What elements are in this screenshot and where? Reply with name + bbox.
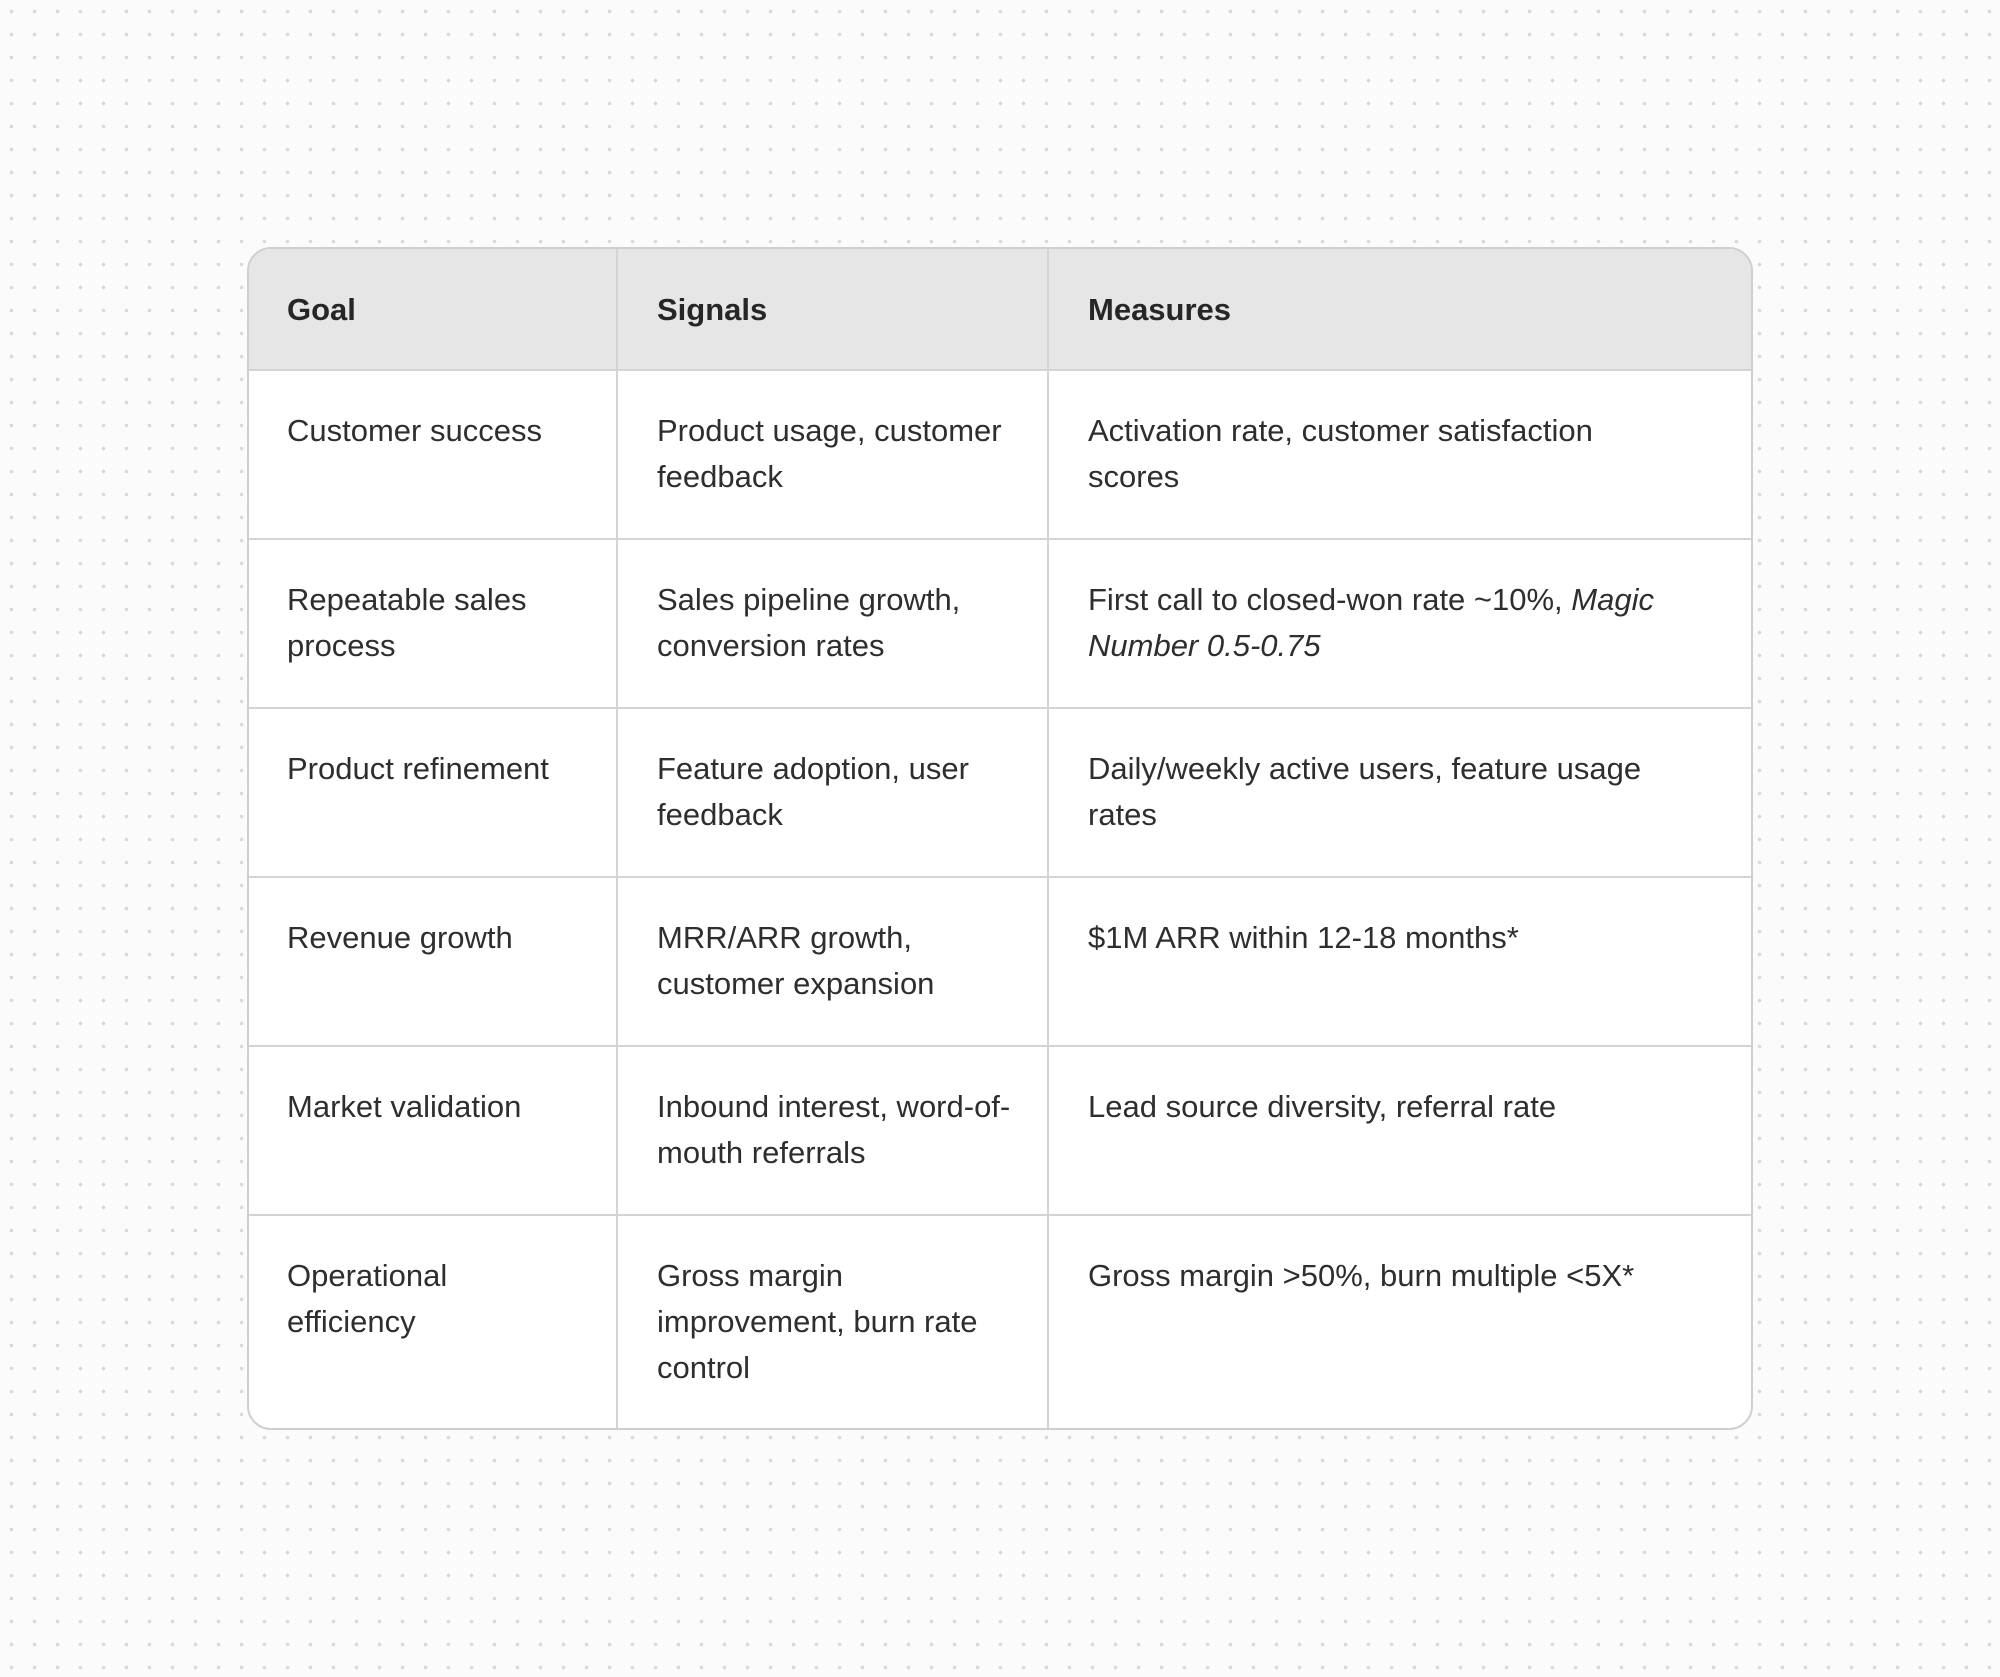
measures-text: $1M ARR within 12-18 months* bbox=[1088, 920, 1519, 955]
measures-text: Gross margin >50%, burn multiple <5X* bbox=[1088, 1258, 1635, 1293]
table-row bbox=[249, 708, 1751, 877]
header-signals: Signals bbox=[617, 249, 1048, 370]
cell-measures bbox=[1048, 370, 1751, 539]
cell-measures bbox=[1048, 877, 1751, 1046]
measures-italic-text: Magic Number 0.5-0.75 bbox=[1088, 582, 1654, 663]
cell-goal: Product refinement bbox=[249, 708, 617, 877]
header-measures: Measures bbox=[1048, 249, 1751, 370]
cell-measures bbox=[1048, 539, 1751, 708]
cell-goal: Operational efficiency bbox=[249, 1215, 617, 1429]
cell-measures bbox=[1048, 1215, 1751, 1429]
header-goal: Goal bbox=[249, 249, 617, 370]
cell-goal: Market validation bbox=[249, 1046, 617, 1215]
measures-text: First call to closed-won rate ~10%, bbox=[1088, 582, 1572, 617]
cell-signals: Sales pipeline growth, conversion rates bbox=[617, 539, 1048, 708]
goals-table-card bbox=[247, 247, 1753, 1430]
measures-text: Lead source diversity, referral rate bbox=[1088, 1089, 1557, 1124]
cell-goal: Revenue growth bbox=[249, 877, 617, 1046]
cell-signals: MRR/ARR growth, customer expansion bbox=[617, 877, 1048, 1046]
table-row bbox=[249, 1215, 1751, 1429]
cell-signals: Inbound interest, word-of-mouth referrals bbox=[617, 1046, 1048, 1215]
cell-signals: Gross margin improvement, burn rate control bbox=[617, 1215, 1048, 1429]
table-row bbox=[249, 370, 1751, 539]
measures-text: Activation rate, customer satisfaction scores bbox=[1088, 413, 1593, 494]
cell-measures bbox=[1048, 708, 1751, 877]
table-row bbox=[249, 877, 1751, 1046]
goals-table bbox=[249, 249, 1751, 1429]
cell-goal: Customer success bbox=[249, 370, 617, 539]
table-row bbox=[249, 539, 1751, 708]
cell-measures bbox=[1048, 1046, 1751, 1215]
measures-text: Daily/weekly active users, feature usage rates bbox=[1088, 751, 1642, 832]
cell-signals: Product usage, customer feedback bbox=[617, 370, 1048, 539]
table-header-row bbox=[249, 249, 1751, 370]
cell-goal: Repeatable sales process bbox=[249, 539, 617, 708]
cell-signals: Feature adoption, user feedback bbox=[617, 708, 1048, 877]
table-row bbox=[249, 1046, 1751, 1215]
